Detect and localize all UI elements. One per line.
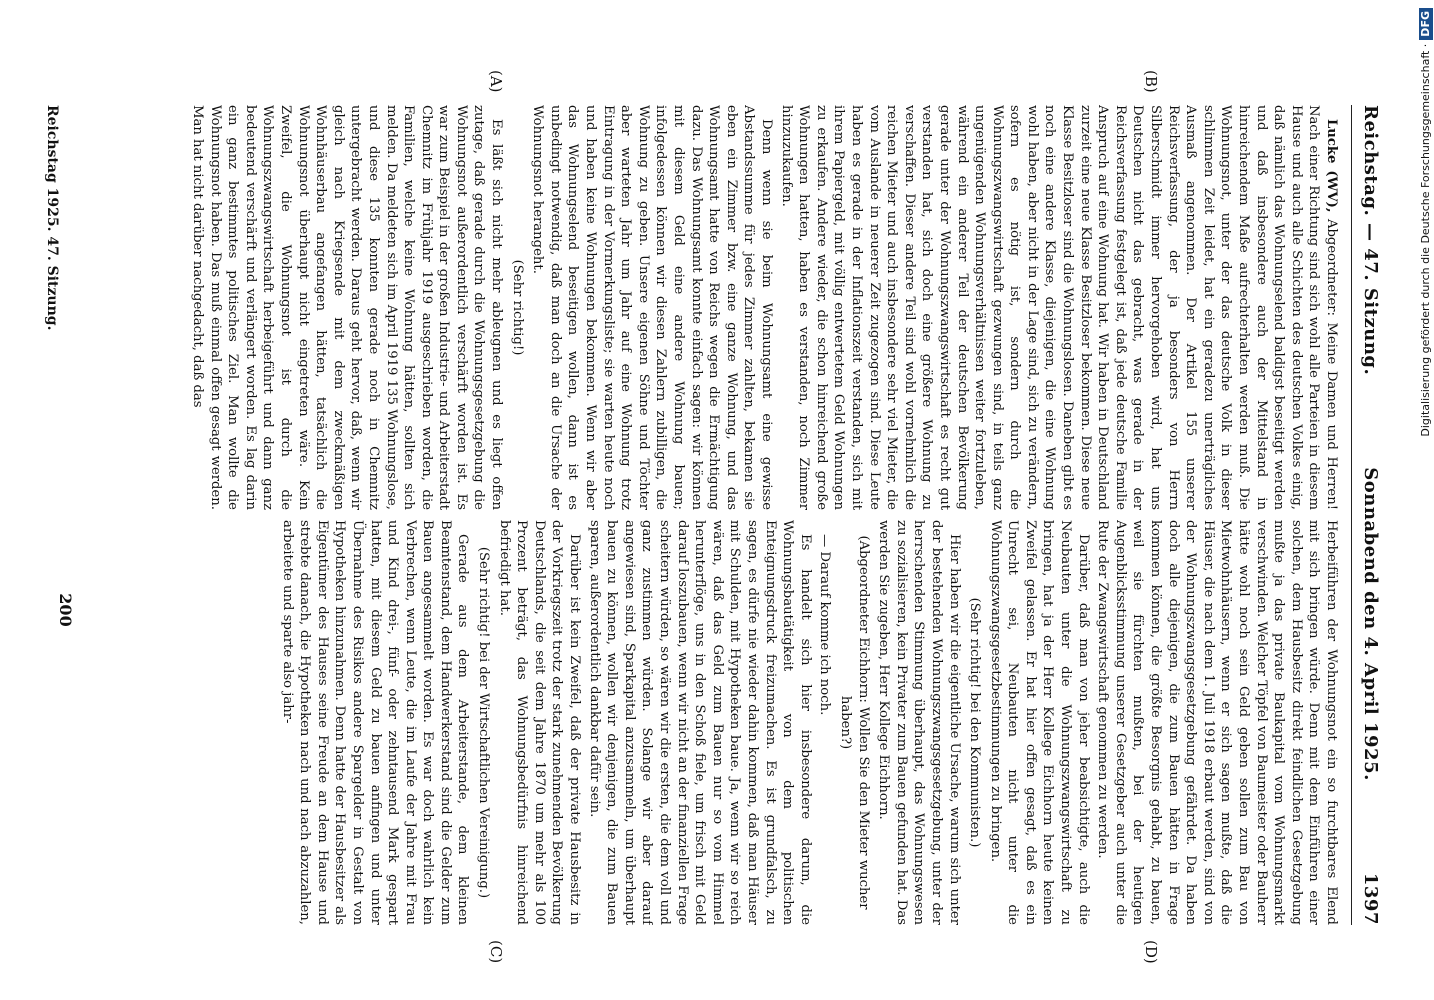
paragraph-text: Abgeordneter: Meine Damen und Herren! Nach einer Richtung sind sich wohl alle Parteien in diesem Hause und auch alle Schichten des deutschen Volkes einig, daß nämlich das Wohnungselend baldigst beseitigt werden und daß insbesondere auch der Mittelstand in hinreichendem Maße aufrechterhalten werden muß. Die Wohnungsnot, unter der das deutsche Volk in dieser schlimmen Zeit leidet, hat ein geradezu unerträgliches Ausmaß angenommen. Der Artikel 155 unserer Reichsverfassung, der ja besonders von Herrn Silberschmidt immer hervorgehoben wird, hat uns Deutschen nicht das gebracht, was gerade in der Reichsverfassung festgelegt ist, daß jede deutsche Familie Anspruch auf eine Wohnung hat. Wir haben in Deutschland zurzeit eine neue Klasse Besitzloser bekommen. Diese neue Klasse Besitzloser sind die Wohnungslosen. Daneben gibt es noch eine andere Klasse, diejenigen, die eine Wohnung wohl haben, aber nicht in der Lage sind, sich zu verändern, sofern es nötig ist, sondern durch die Wohnungszwangswirtschaft gezwungen sind, in teils ganz ungenügenden Wohnungsverhältnissen weiter fortzuleben, während ein anderer Teil der deutschen Bevölkerung gerade unter der Wohnungszwangswirtschaft es recht gut verstanden hat, sich doch eine größere Wohnung zu verschaffen. Dieser andere Teil sind wohl vornehmlich die reichen Mieter und auch insbesondere sehr viel Mieter, die vom Auslande in neuerer Zeit zugezogen sind. Diese Leute haben es gerade in der Inflationszeit verstanden, sich mit ihrem Papiergeld, mit völlig entwertetem Geld Wohnungen zu erkaufen. Andere wieder, die schon hinreichend große Wohnungen hatten, haben es verstanden, noch Zimmer hinzuzukaufen. xyxy=(778,105,1339,510)
margin-mark-a: (A) xyxy=(487,70,505,93)
paragraph-text: Es läßt sich nicht mehr ableugnen und es liegt offen zutage, daß gerade durch die Wohnungsgesetzgebung die Wohnungsnot außerordentlich verschärft worden ist. Es war zum Beispiel in der großen Industrie- und Arbeiterstadt Chemnitz im Frühjahr 1919 ausgeschrieben worden, die Familien, welche keine Wohnung hätten, sollten sich melden. Da meldeten sich im April 1919 135 Wohnungslose, und diese 135 konnten gerade noch in Chemnitz untergebracht werden. Daraus geht hervor, daß, wenn wir gleich nach Kriegsende mit dem zweckmäßigen Wohnhäuserbau angefangen hätten, tatsächlich die Wohnungsnot überhaupt nicht eingetreten wäre. Kein Zweifel, die Wohnungsnot ist durch die Wohnungszwangswirtschaft herbeigeführt und dann ganz bedeutend verschärft und verlängert worden. Es lag darin ein ganz bestimmtes politisches Ziel. Man wollte die Wohnungsnot haben. Das muß einmal offen gesagt werden. Man hat nicht darüber nachgedacht, daß das xyxy=(190,105,505,510)
paragraph-text: Darüber ist kein Zweifel, daß der private Hausbesitz in der Vorkriegszeit trotz der stark zunehmenden Bevölkerung Deutschlands, die seit dem Jahre 1870 um mehr als 100 Prozent beträgt, das Wohnungsbedürfnis hinreichend befriedigt hat. xyxy=(496,520,583,925)
speaker-name: Lucke (WV), xyxy=(1324,119,1339,213)
header-center: Sonnabend den 4. April 1925. xyxy=(1360,467,1381,781)
margin-mark-c: (C) xyxy=(487,940,505,964)
paragraph-text: Gerade aus dem Arbeiterstande, dem kleinen Beamtenstand, dem Handwerkerstand sind die Gelder zum Bauen angesammelt worden. Es war doch wahrlich kein Verbrechen, wenn Leute, die im Laufe der Jahre mit Frau und Kind drei-, fünf- oder zehntausend Mark gespart hatten, mit diesem Geld zu bauen anfingen und unter Übernahme des Risikos andere Spargelder in Gestalt von Hypotheken hinzunahmen. Denn hatte der Hausbesitzer als Eigentümer des Hauses seine Freude an dem Hause und strebte danach, die Hypotheken nach und nach abzuzahlen, arbeitete und sparte also jahr- xyxy=(279,520,471,925)
paragraph xyxy=(529,105,775,510)
paragraph xyxy=(986,520,1092,925)
paragraph xyxy=(495,520,583,925)
page-footer: Reichstag 1925. 47. Sitzung. xyxy=(44,105,60,331)
paragraph-text: Denn wenn sie beim Wohnungsamt eine gewisse Abstandssumme für jedes Zimmer zahlten, bekamen sie eben ein Zimmer bzw. eine ganze Wohnung, und das Wohnungsamt hatte von Reichs wegen die Ermächtigung dazu. Das Wohnungsamt konnte einfach sagen: wir können mit diesem Geld eine andere Wohnung bauen; infolgedessen können wir diesen Zahlern zubilligen, die Wohnung zu geben. Unsere eigenen Söhne und Töchter aber warteten Jahr um Jahr auf eine Wohnung trotz Eintragung in der Vormerkungsliste; sie warten heute noch und haben keine Wohnungen bekommen. Wenn wir aber das Wohnungselend beseitigen wollen, dann ist es unbedingt notwendig, daß man doch an die Ursache der Wohnungsnot herangeht. xyxy=(530,105,774,510)
paragraph-text: Es handelt sich hier insbesondere darum, die Wohnungsbautätigkeit von dem politischen Enteignungsdruck freizumachen. Es ist grundfalsch, zu sagen, es dürfe nie wieder dahin kommen, daß man Häuser mit Schulden, mit Hypotheken baue. Ja, wenn wir so reich wären, daß das Geld zum Bauen nur so vom Himmel herunterflöge, uns in den Schoß fiele, um frisch mit Geld darauf loszubauen, wenn wir nicht an der finanziellen Frage scheitern würden, so wären wir die ersten, die dem voll und ganz zustimmen würden. Solange wir aber darauf angewiesen sind, Sparkapital anzusammeln, um überhaupt bauen zu können, wollen wir denjenigen, die zum Bauen sparen, außerordentlich dankbar dafür sein. xyxy=(586,520,813,925)
paragraph xyxy=(278,520,472,925)
page-number: 1397 xyxy=(1360,872,1381,925)
header-rule xyxy=(1351,105,1352,925)
left-column xyxy=(70,105,1340,510)
right-column xyxy=(70,520,1340,925)
margin-mark-d: (D) xyxy=(1142,940,1160,964)
paragraph xyxy=(585,520,814,925)
paragraph-text: Herbeiführen der Wohnungsnot ein so furchtbares Elend mit sich bringen würde. Denn mit dem Einführen einer solchen, dem Hausbesitz direkt feindlichen Gesetzgebung mußte ja das private Baukapital vom Wohnungsmarkt verschwinden. Welcher Töpfel von Baumeister oder Bauherr hätte wohl noch sein Geld geben sollen zum Bau von Mietwohnhäusern, wenn er sich sagen mußte, daß die Häuser, die nach dem 1. Juli 1918 erbaut werden, sind von der Wohnungszwangsgesetzgebung gefährdet. Da haben doch alle diejenigen, die zum Bauen hätten in Frage kommen können, die größte Besorgnis gehabt, zu bauen, weil sie fürchten mußten, bei der heutigen Augenblicksstimmung unserer Gesetzgeber auch unter die Rute der Zwangswirtschaft genommen zu werden. xyxy=(1095,520,1339,925)
interjection: (Sehr richtig! bei den Kommunisten.) xyxy=(967,597,983,848)
paragraph-text: Hier haben wir die eigentliche Ursache, warum sich unter der bestehenden Wohnungszwangsgesetzgebung, unter der herrschenden Stimmung überhaupt, das Wohnungswesen zu sozialisieren, kein Privater zum Bauen gefunden hat. Das werden Sie zugeben, Herr Kollege Eichhorn. xyxy=(876,520,962,925)
paragraph xyxy=(777,105,1340,510)
interjection: (Abgeordneter Eichhorn: Wollen Sie den Mieter wucher haben?) xyxy=(837,535,871,910)
credit-text: Digitalisierung gefördert durch die Deutsche Forschungsgemeinschaft · xyxy=(1419,43,1432,437)
paragraph-text: — Darauf komme ich noch. xyxy=(817,534,833,716)
dfg-logo: DFG xyxy=(1419,8,1433,40)
paragraph xyxy=(816,520,834,925)
margin-mark-b: (B) xyxy=(1142,70,1160,93)
page-header xyxy=(1360,105,1410,925)
interjection: (Sehr richtig!) xyxy=(509,259,525,356)
header-left: Reichstag. — 47. Sitzung. xyxy=(1360,105,1381,376)
paragraph xyxy=(188,105,505,510)
paragraph-text: Darüber, daß man von jeher beabsichtigte, auch die Neubauten unter die Wohnungszwangswirtschaft zu bringen, hat ja der Herr Kollege Eichhorn heute keinen Zweifel gelassen. Er hat hier offen gesagt, daß es ein Unrecht sei, Neubauten nicht unter die Wohnungszwangsgesetzbestimmungen zu bringen. xyxy=(987,520,1091,925)
interjection: (Sehr richtig! bei der Wirtschaftlichen Vereinigung.) xyxy=(476,546,492,899)
paragraph xyxy=(875,520,963,925)
digitization-credit xyxy=(1419,8,1433,998)
paragraph xyxy=(1094,520,1340,925)
printer-signature: 200 xyxy=(56,593,75,627)
